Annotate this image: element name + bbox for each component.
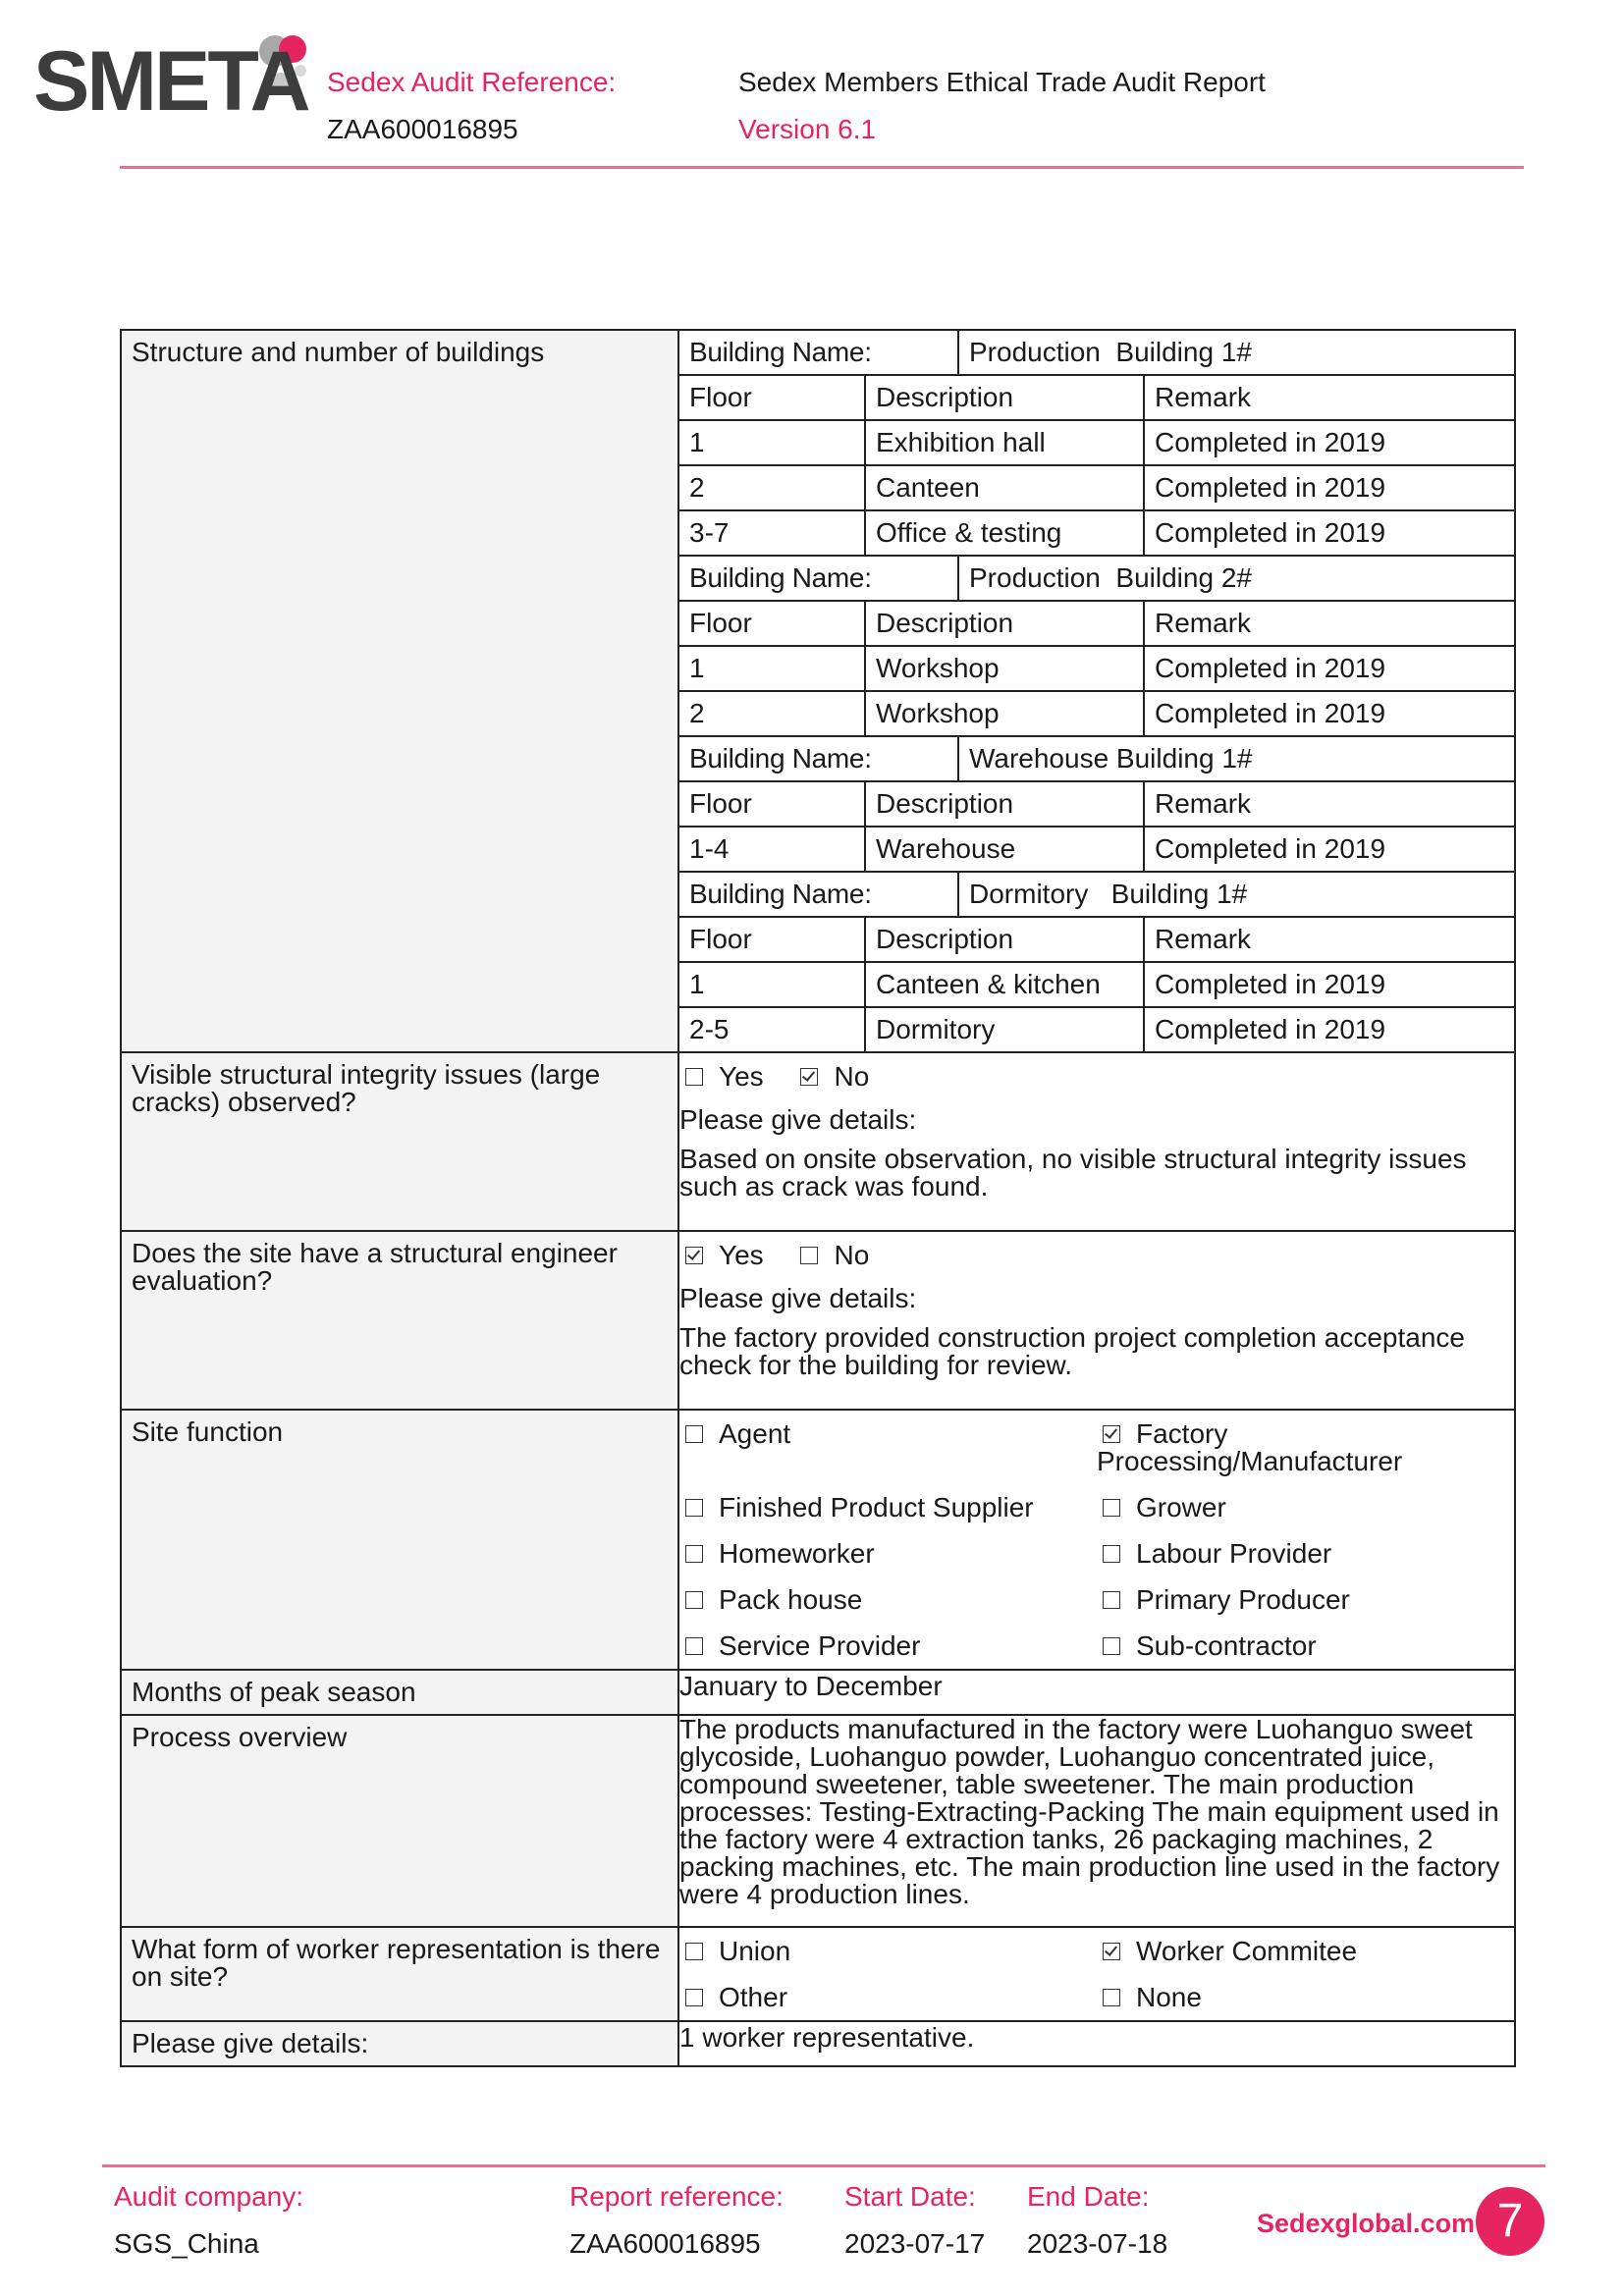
column-header: Floor [679,781,865,827]
option-item [679,1484,1097,1530]
option-checkbox[interactable] [685,1989,703,2006]
site-function-options [678,1410,1515,1670]
process-row [121,1715,1515,1927]
column-header: Description [865,375,1144,420]
description-cell: Dormitory [865,1007,1144,1051]
option-label: Factory Processing/Manufacturer [1097,1418,1403,1476]
option-item [679,1576,1097,1623]
building-name-label: Building Name: [679,556,958,601]
option-checkbox[interactable] [685,1545,703,1563]
building-name-label: Building Name: [679,872,958,917]
header-rule [120,166,1524,169]
option-item [1097,1484,1514,1530]
option-checkbox[interactable] [1103,1425,1120,1443]
option-item [1097,1974,1514,2020]
report-version: Version 6.1 [738,114,877,144]
building-name-row [679,872,1516,917]
floor-row [679,420,1516,465]
option-checkbox[interactable] [685,1591,703,1609]
sedexglobal-link[interactable]: Sedexglobal.com [1257,2209,1476,2238]
representation-row [121,1927,1515,2021]
representation-label: What form of worker representation is there on site? [121,1927,678,2021]
report-ref-label: Report reference: [569,2181,784,2212]
peak-season-label: Months of peak season [121,1670,678,1715]
floor-cell: 2 [679,465,865,510]
option-item [1097,1530,1514,1576]
option-item [1097,1411,1514,1484]
engineer-no-label: No [834,1240,870,1270]
engineer-answer [678,1231,1515,1410]
footer-rule [102,2164,1545,2167]
report-title: Sedex Members Ethical Trade Audit Report [738,67,1266,97]
description-cell: Warehouse [865,827,1144,872]
floor-row [679,1007,1516,1051]
remark-cell: Completed in 2019 [1144,962,1516,1007]
option-label: Grower [1136,1492,1226,1522]
column-header: Description [865,601,1144,646]
building-name: Production Building 2# [958,556,1516,601]
page-number-badge: 7 [1476,2187,1544,2256]
option-checkbox[interactable] [685,1943,703,1960]
floor-cell: 1 [679,962,865,1007]
remark-cell: Completed in 2019 [1144,646,1516,691]
floor-row [679,465,1516,510]
column-header: Floor [679,601,865,646]
building-name: Production Building 1# [958,331,1516,375]
column-header: Floor [679,917,865,962]
remark-cell: Completed in 2019 [1144,465,1516,510]
remark-cell: Completed in 2019 [1144,1007,1516,1051]
column-header: Floor [679,375,865,420]
process-value: The products manufactured in the factory were Luohanguo sweet glycoside, Luohanguo powder, Luohanguo concentrated juice, compound sweetener, table sweetener. The main production processes: Testing-Extracting-Packing The main equipment used in the factory were 4 extraction tanks, 26 packaging machines, 2 packing machines, etc. The main production line used in the factory were 4 production lines. [678,1715,1515,1927]
integrity-yes-label: Yes [719,1061,764,1092]
engineer-yes-label: Yes [719,1240,764,1270]
option-checkbox[interactable] [1103,1943,1120,1960]
building-name: Dormitory Building 1# [958,872,1516,917]
option-label: Finished Product Supplier [719,1492,1034,1522]
option-item [679,1411,1097,1484]
description-cell: Workshop [865,691,1144,736]
column-header: Description [865,781,1144,827]
rep-details-row [121,2021,1515,2066]
column-header: Remark [1144,375,1516,420]
audit-ref-label: Sedex Audit Reference: [327,67,617,97]
description-cell: Office & testing [865,510,1144,556]
start-date-label: Start Date: [844,2181,976,2212]
floor-row [679,827,1516,872]
building-header-row [679,917,1516,962]
engineer-yes-checkbox[interactable] [685,1247,703,1264]
option-checkbox[interactable] [685,1425,703,1443]
column-header: Remark [1144,781,1516,827]
audit-table [120,329,1516,2067]
option-item [679,1623,1097,1669]
option-item [1097,1576,1514,1623]
integrity-details-label: Please give details: [679,1104,917,1135]
option-checkbox[interactable] [1103,1989,1120,2006]
option-checkbox[interactable] [1103,1545,1120,1563]
integrity-answer [678,1052,1515,1231]
option-label: Service Provider [719,1630,921,1661]
rep-details-value: 1 worker representative. [678,2021,1515,2066]
remark-cell: Completed in 2019 [1144,691,1516,736]
audit-company-label: Audit company: [114,2181,303,2212]
description-cell: Canteen & kitchen [865,962,1144,1007]
option-label: Labour Provider [1136,1538,1332,1569]
option-checkbox[interactable] [685,1499,703,1517]
engineer-label: Does the site have a structural engineer evaluation? [121,1231,678,1410]
floor-row [679,691,1516,736]
integrity-yes-no [679,1055,1514,1098]
floor-cell: 3-7 [679,510,865,556]
option-label: Primary Producer [1136,1584,1350,1615]
building-name-row [679,556,1516,601]
engineer-yes-no [679,1234,1514,1277]
floor-cell: 1-4 [679,827,865,872]
integrity-label: Visible structural integrity issues (large cracks) observed? [121,1052,678,1231]
option-label: None [1136,1982,1202,2012]
start-date: 2023-07-17 [844,2228,986,2259]
option-item [1097,1623,1514,1669]
option-item [679,1928,1097,1974]
site-function-row [121,1410,1515,1670]
option-label: Worker Commitee [1136,1936,1358,1966]
option-label: Pack house [719,1584,863,1615]
remark-cell: Completed in 2019 [1144,510,1516,556]
description-cell: Canteen [865,465,1144,510]
engineer-no-checkbox[interactable] [800,1247,818,1264]
report-ref: ZAA600016895 [569,2228,761,2259]
option-checkbox[interactable] [685,1637,703,1655]
end-date-label: End Date: [1027,2181,1150,2212]
logo-text: SMETA [33,34,308,129]
building-name-label: Building Name: [679,736,958,781]
integrity-yes-checkbox[interactable] [685,1068,703,1086]
peak-season-value: January to December [678,1670,1515,1715]
option-checkbox[interactable] [1103,1637,1120,1655]
option-label: Union [719,1936,791,1966]
integrity-row [121,1052,1515,1231]
integrity-no-label: No [834,1061,870,1092]
audit-ref-value: ZAA600016895 [327,114,518,144]
remark-cell: Completed in 2019 [1144,420,1516,465]
floor-cell: 2-5 [679,1007,865,1051]
column-header: Remark [1144,917,1516,962]
site-function-label: Site function [121,1410,678,1670]
option-item [679,1530,1097,1576]
floor-row [679,962,1516,1007]
buildings-table [679,331,1516,1051]
engineer-row [121,1231,1515,1410]
option-checkbox[interactable] [1103,1591,1120,1609]
end-date: 2023-07-18 [1027,2228,1168,2259]
remark-cell: Completed in 2019 [1144,827,1516,872]
option-label: Other [719,1982,788,2012]
buildings-cell [678,330,1515,1052]
option-item [679,1974,1097,2020]
engineer-details-label: Please give details: [679,1283,917,1313]
column-header: Description [865,917,1144,962]
rep-details-label: Please give details: [121,2021,678,2066]
building-header-row [679,781,1516,827]
option-item [1097,1928,1514,1974]
description-cell: Exhibition hall [865,420,1144,465]
building-name: Warehouse Building 1# [958,736,1516,781]
integrity-no-checkbox[interactable] [800,1068,818,1086]
building-header-row [679,601,1516,646]
floor-row [679,646,1516,691]
column-header: Remark [1144,601,1516,646]
floor-cell: 1 [679,646,865,691]
floor-cell: 1 [679,420,865,465]
building-name-label: Building Name: [679,331,958,375]
option-checkbox[interactable] [1103,1499,1120,1517]
option-label: Homeworker [719,1538,875,1569]
option-label: Agent [719,1418,791,1449]
integrity-details: Based on onsite observation, no visible structural integrity issues such as crack was found. [679,1144,1467,1201]
peak-season-row [121,1670,1515,1715]
representation-options [678,1927,1515,2021]
floor-row [679,510,1516,556]
building-header-row [679,375,1516,420]
process-label: Process overview [121,1715,678,1927]
structure-row [121,330,1515,1052]
floor-cell: 2 [679,691,865,736]
structure-label: Structure and number of buildings [121,330,678,1052]
building-name-row [679,736,1516,781]
description-cell: Workshop [865,646,1144,691]
building-name-row [679,331,1516,375]
option-label: Sub-contractor [1136,1630,1317,1661]
engineer-details: The factory provided construction project completion acceptance check for the building for review. [679,1322,1465,1380]
audit-company: SGS_China [114,2228,259,2259]
